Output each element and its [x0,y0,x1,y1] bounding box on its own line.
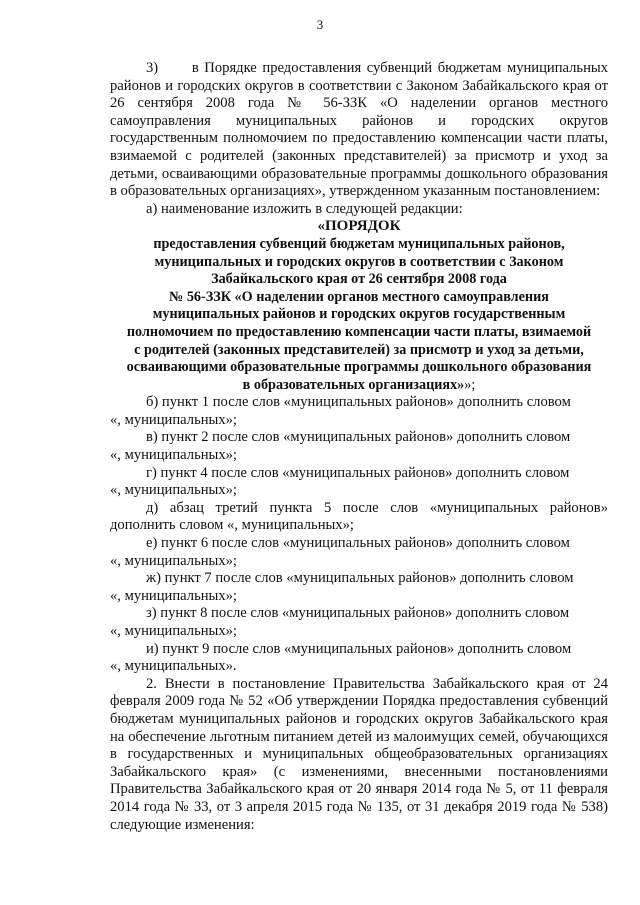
title-heading: «ПОРЯДОК [317,218,401,235]
amendment-e: е) пункт 6 после слов «муниципальных районов» дополнить словом [146,535,570,552]
amendment-i: и) пункт 9 после слов «муниципальных районов» дополнить словом [146,640,572,657]
paragraph-item-3 [110,60,608,201]
document-body [110,60,608,834]
page-number: 3 [316,17,324,32]
title-line: полномочием по предоставлению компенсации части платы, взимаемой [126,323,592,340]
title-line: № 56-ЗЗК «О наделении органов местного самоуправления [169,288,549,305]
title-line: муниципальных и городских округов в соответствии с Законом [154,253,564,270]
title-line-last: в образовательных организациях»»; [242,376,476,393]
amendment-zh-tail: «, муниципальных»; [110,587,237,604]
title-line: предоставления субвенций бюджетам муниципальных районов, [153,235,565,252]
title-line: с родителей (законных представителей) за присмотр и уход за детьми, [134,341,584,358]
item-number: 3) [146,60,159,76]
amendment-v-tail: «, муниципальных»; [110,447,237,464]
amendment-i-tail: «, муниципальных». [110,658,237,675]
amendment-zh: ж) пункт 7 после слов «муниципальных районов» дополнить словом [146,570,574,587]
amendment-g: г) пункт 4 после слов «муниципальных районов» дополнить словом [146,464,570,481]
amendment-v: в) пункт 2 после слов «муниципальных районов» дополнить словом [146,429,571,446]
amendment-b-tail: «, муниципальных»; [110,411,237,428]
amendment-e-tail: «, муниципальных»; [110,552,237,569]
amendment-z-tail: «, муниципальных»; [110,623,237,639]
item-text: в Порядке предоставления субвенций бюджетам муниципальных районов и городских округов в соответствии с Законом Забайкальского края от 26 сентября 2008 года № 56-ЗЗК «О наделении органов местного самоуправления муниципальных районов и городских округов государственным полномочием по предоставлению компенсации части платы, взимаемой с родителей (законных представителей) за присмотр и уход за детьми, осваивающими образовательные программы дошкольного образования в образовательных организациях», утвержденном указанным постановлением: [110,60,609,200]
quoted-title [110,218,608,394]
paragraph-sub-a: а) наименование изложить в следующей редакции: [146,200,463,217]
section-2: 2. Внести в постановление Правительства Забайкальского края от 24 февраля 2009 года № 52 «Об утверждении Порядка предоставления субвенций бюджетам муниципальных районов и городских округов Забайкальского края на обеспечение льготным питанием детей из малоимущих семей, обучающихся в государственных и муниципальных общеобразовательных организациях Забайкальского края» (с изменениями, внесенными постановлениями Правительства Забайкальского края от 20 января 2014 года № 5, от 11 февраля 2014 года № 33, от 3 апреля 2015 года № 135, от 31 декабря 2019 года № 538) следующие изменения: [110,675,608,833]
title-line: осваивающими образовательные программы дошкольного образования [126,359,592,376]
amendment-b: б) пункт 1 после слов «муниципальных районов» дополнить словом [146,394,571,411]
title-suffix: »; [464,376,476,393]
amendment-d: д) абзац третий пункта 5 после слов «муниципальных районов» дополнить словом «, муниципальных»; [110,499,608,534]
amendment-g-tail: «, муниципальных»; [110,482,237,499]
title-line: Забайкальского края от 26 сентября 2008 года [211,271,507,288]
title-line: муниципальных районов и городских округов государственным [152,306,566,323]
amendment-z: з) пункт 8 после слов «муниципальных районов» дополнить словом [146,605,570,622]
